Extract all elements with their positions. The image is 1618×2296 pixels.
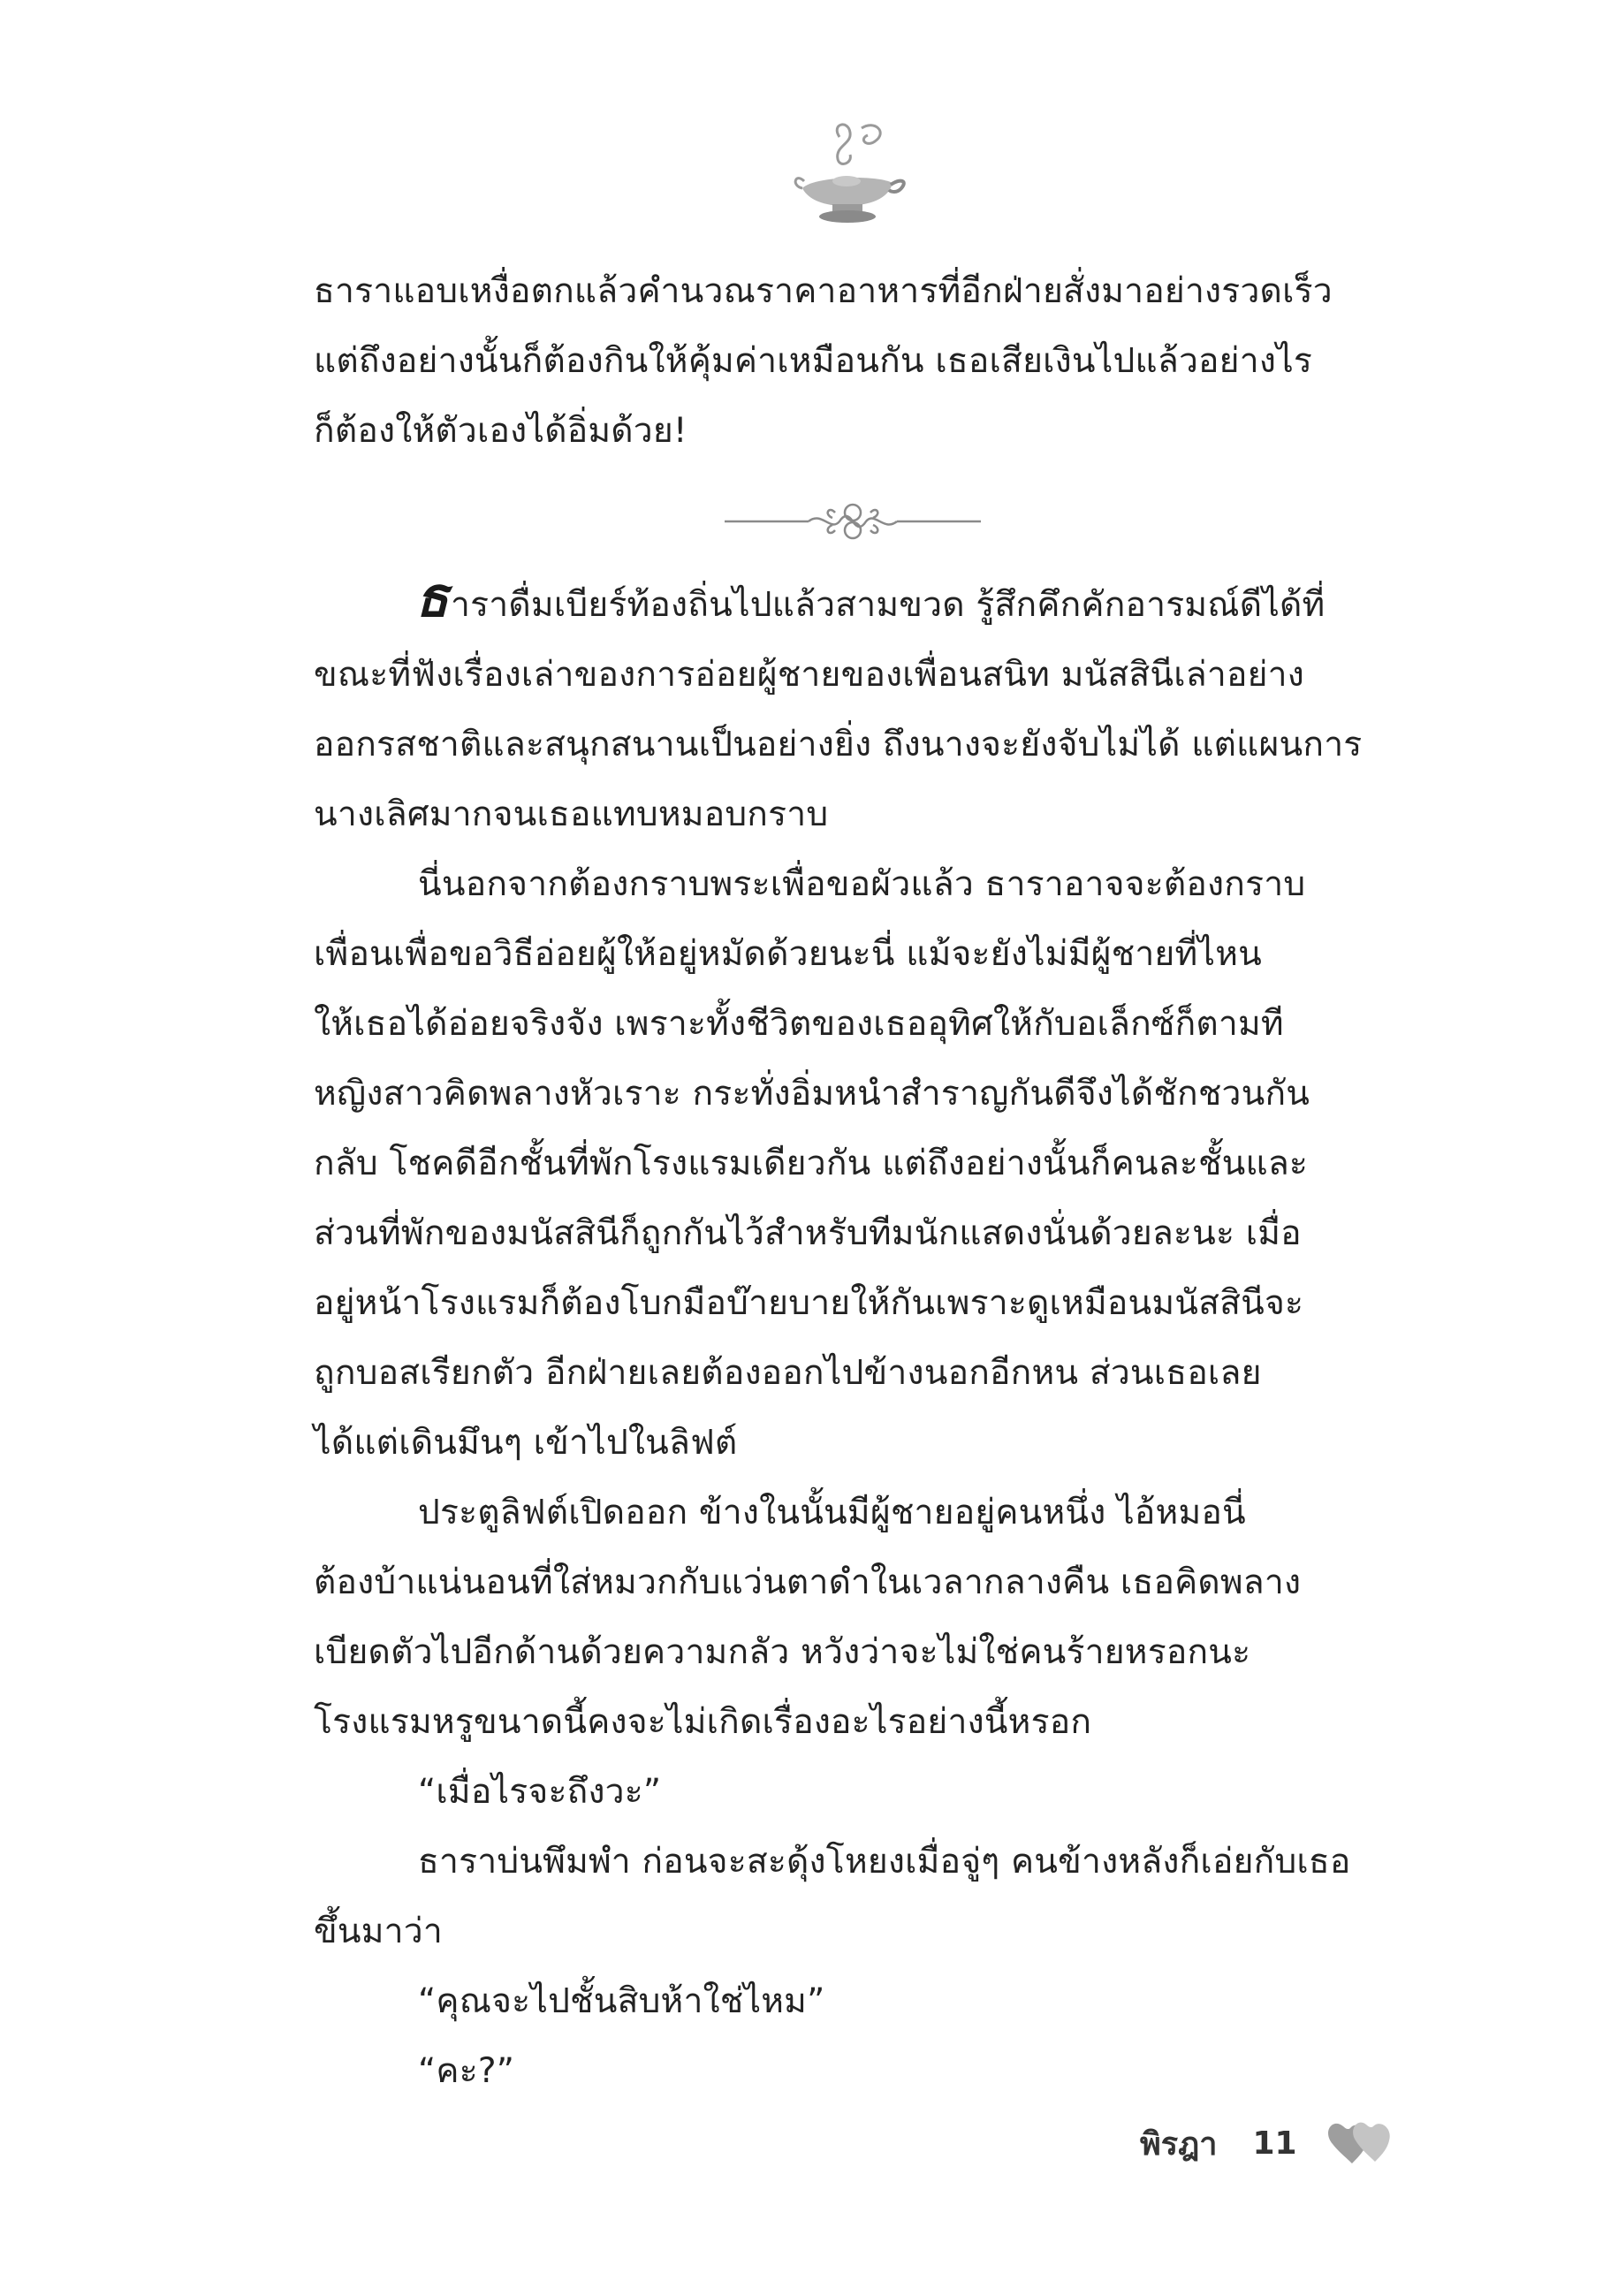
text-line: ออกรสชาติและสนุกสนานเป็นอย่างยิ่ง ถึงนางจะยังจับไม่ได้ แต่แผนการ (314, 725, 1363, 764)
text-line: ต้องบ้าแน่นอนที่ใส่หมวกกับแว่นตาดำในเวลากลางคืน เธอคิดพลาง (314, 1562, 1302, 1602)
page-number: 11 (1252, 2125, 1297, 2162)
text-line: นี่นอกจากต้องกราบพระเพื่อขอผัวแล้ว ธาราอาจจะต้องกราบ (418, 864, 1306, 904)
text-line: ได้แต่เดินมึนๆ เข้าไปในลิฟต์ (314, 1423, 738, 1463)
text-line: “เมื่อไรจะถึงวะ” (418, 1772, 662, 1812)
text-line: “คะ?” (418, 2051, 515, 2091)
text-line: หญิงสาวคิดพลางหัวเราะ กระทั่งอิ่มหนำสำราญกันดีจึงได้ชักชวนกัน (314, 1074, 1310, 1114)
text-line: โรงแรมหรูขนาดนี้คงจะไม่เกิดเรื่องอะไรอย่างนี้หรอก (314, 1702, 1092, 1742)
text-line: ให้เธอได้อ่อยจริงจัง เพราะทั้งชีวิตของเธออุทิศให้กับอเล็กซ์ก็ตามที (314, 1004, 1284, 1044)
text-line: ถูกบอสเรียกตัว อีกฝ่ายเลยต้องออกไปข้างนอกอีกหน ส่วนเธอเลย (314, 1353, 1262, 1393)
author-name: พิรฎา (1140, 2125, 1218, 2163)
hearts-icon (1326, 2117, 1393, 2169)
text-line-rest: าราดื่มเบียร์ท้องถิ่นไปแล้วสามขวด รู้สึกคึกคักอารมณ์ดีได้ที่ (451, 585, 1326, 625)
chapter-body (314, 565, 1387, 2106)
text-line: นางเลิศมากจนเธอแทบหมอบกราบ (314, 794, 829, 834)
page-footer (1140, 2112, 1393, 2174)
text-line: อยู่หน้าโรงแรมก็ต้องโบกมือบ๊ายบายให้กันเพราะดูเหมือนมนัสสินีจะ (314, 1283, 1304, 1323)
text-line: ส่วนที่พักของมนัสสินีก็ถูกกันไว้สำหรับทีมนักแสดงนั่นด้วยละนะ เมื่อ (314, 1213, 1302, 1253)
text-line: เบียดตัวไปอีกด้านด้วยความกลัว หวังว่าจะไม่ใช่คนร้ายหรอกนะ (314, 1632, 1251, 1672)
text-line (314, 565, 1387, 640)
text-line: ขณะที่ฟังเรื่องเล่าของการอ่อยผู้ชายของเพื่อนสนิท มนัสสินีเล่าอย่าง (314, 655, 1304, 695)
text-line: เพื่อนเพื่อขอวิธีอ่อยผู้ให้อยู่หมัดด้วยนะนี่ แม้จะยังไม่มีผู้ชายที่ไหน (314, 934, 1262, 974)
text-line: แต่ถึงอย่างนั้นก็ต้องกินให้คุ้มค่าเหมือนกัน เธอเสียเงินไปแล้วอย่างไร (314, 341, 1313, 381)
text-line: กลับ โชคดีอีกชั้นที่พักโรงแรมเดียวกัน แต่ถึงอย่างนั้นก็คนละชั้นและ (314, 1144, 1309, 1183)
text-line: ประตูลิฟต์เปิดออก ข้างในนั้นมีผู้ชายอยู่คนหนึ่ง ไอ้หมอนี่ (418, 1493, 1246, 1532)
section-divider-ornament-icon (725, 495, 981, 548)
paragraph-top (314, 256, 1387, 466)
text-line: ธาราบ่นพึมพำ ก่อนจะสะดุ้งโหยงเมื่อจู่ๆ คนข้างหลังก็เอ่ยกับเธอ (418, 1842, 1351, 1882)
genie-lamp-icon (778, 119, 910, 230)
text-line: ก็ต้องให้ตัวเองได้อิ่มด้วย! (314, 411, 687, 451)
text-line: ขึ้นมาว่า (314, 1912, 443, 1951)
text-line: ธาราแอบเหงื่อตกแล้วคำนวณราคาอาหารที่อีกฝ่ายสั่งมาอย่างรวดเร็ว (314, 271, 1333, 311)
text-line: “คุณจะไปชั้นสิบห้าใช่ไหม” (418, 1981, 825, 2021)
drop-cap: ธ (415, 565, 450, 629)
